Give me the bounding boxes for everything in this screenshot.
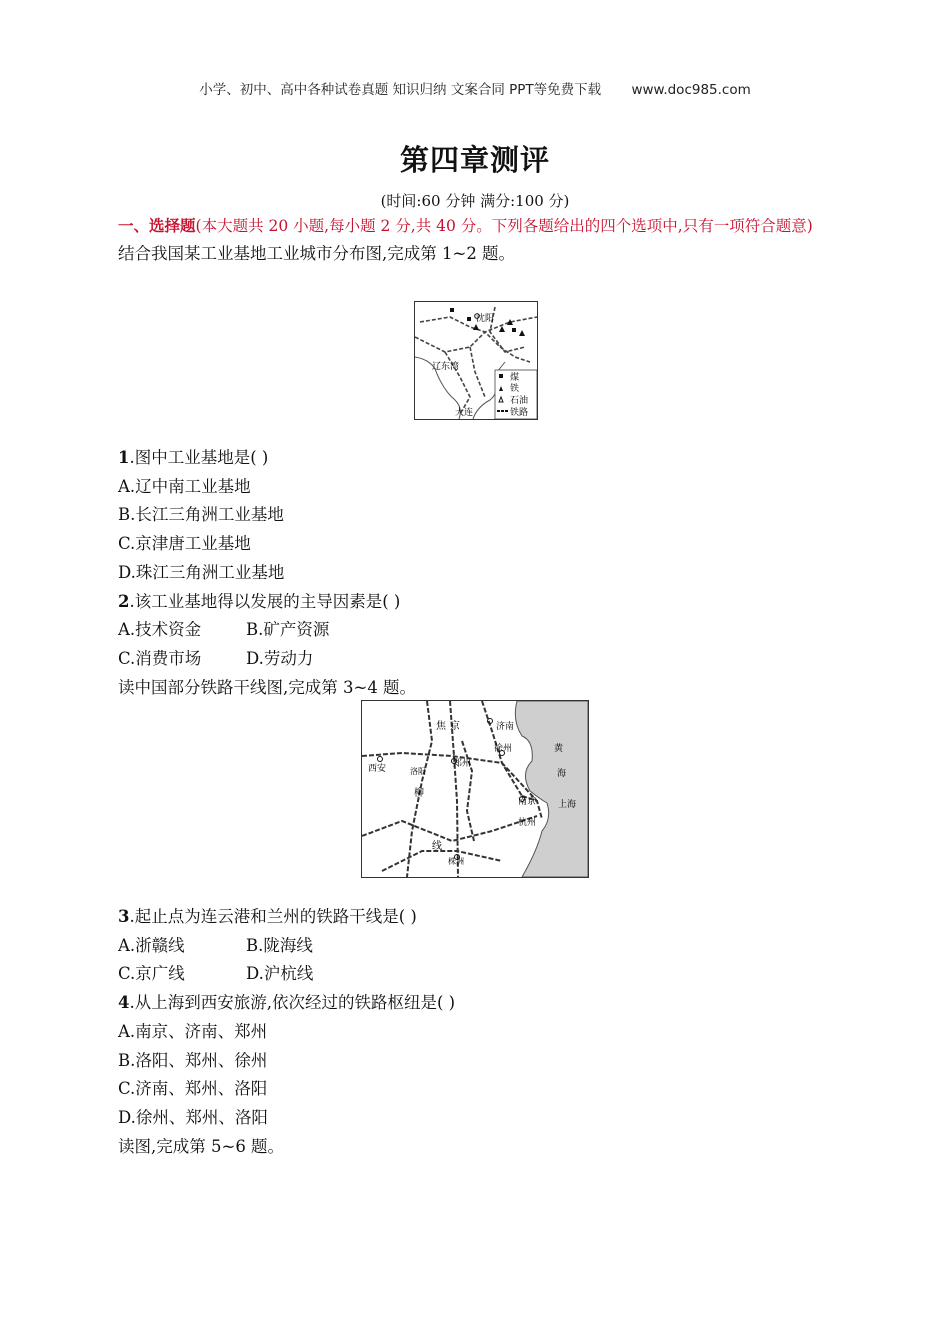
map2-label-xuzhou: 徐州	[494, 744, 513, 754]
map2-label-xian2: 线	[432, 841, 442, 852]
q4-option-d[interactable]: D.徐州、郑州、洛阳	[118, 1107, 268, 1127]
map1-legend-oil: 石油	[510, 396, 529, 406]
q1-stem: .图中工业基地是( )	[129, 448, 269, 467]
q2-option-b[interactable]: B.矿产资源	[246, 620, 330, 640]
q1-option-b[interactable]: B.长江三角洲工业基地	[118, 505, 284, 525]
map2-label-liu: 柳	[414, 788, 424, 799]
q2-options-row1	[118, 616, 838, 645]
time-line: (时间:60 分钟 满分:100 分)	[380, 192, 570, 210]
q3-stem: .起止点为连云港和兰州的铁路干线是( )	[129, 907, 417, 926]
map2-label-jing: 京	[450, 721, 460, 732]
page-title: 第四章测评	[399, 143, 550, 177]
q2-option-c[interactable]: C.消费市场	[118, 648, 202, 668]
q4-option-b[interactable]: B.洛阳、郑州、徐州	[118, 1050, 268, 1070]
q3-options-row2	[118, 960, 838, 989]
map2-label-nanjing: 南京	[518, 797, 537, 807]
q2-stem: .该工业基地得以发展的主导因素是( )	[129, 591, 401, 611]
q3-option-b[interactable]: B.陇海线	[246, 935, 313, 955]
q2-option-d[interactable]: D.劳动力	[246, 648, 314, 668]
map1-label-shenyang: 沈阳	[476, 314, 495, 324]
question-3	[118, 903, 838, 932]
map2-label-hangzhou: 杭州	[518, 818, 537, 828]
q3-options-row1	[118, 932, 838, 961]
q4-option-c[interactable]: C.济南、郑州、洛阳	[118, 1079, 268, 1099]
map2-label-hai: 海	[557, 769, 567, 779]
q1-2-block	[118, 444, 838, 702]
map1-legend-railway: 铁路	[510, 408, 529, 418]
q2-option-a[interactable]: A.技术资金	[118, 620, 202, 640]
industrial-base-map-svg	[415, 302, 537, 419]
map2-label-zhengzhou: 郑州	[453, 759, 472, 769]
intro-q1-2: 结合我国某工业基地工业城市分布图,完成第 1~2 题。	[118, 244, 516, 263]
map1-label-dalian: 大连	[455, 408, 474, 418]
map2-label-xian: 西安	[368, 764, 387, 774]
industrial-base-map	[414, 301, 538, 420]
intro-q3-4: 读中国部分铁路干线图,完成第 3~4 题。	[118, 677, 417, 697]
q2-options-row2	[118, 645, 838, 674]
q3-number: 3	[118, 907, 130, 926]
q3-4-block	[118, 903, 838, 1161]
map1-label-liaodong: 辽东湾	[432, 362, 460, 372]
q1-option-c[interactable]: C.京津唐工业基地	[118, 534, 251, 554]
section1-desc: (本大题共 20 小题,每小题 2 分,共 40 分。下列各题给出的四个选项中,只有一项符合题意)	[195, 217, 813, 235]
map2-label-shanghai: 上海	[558, 800, 577, 810]
section1-instructions	[118, 212, 838, 240]
map2-label-huang: 黄	[554, 744, 564, 754]
header-text: 小学、初中、高中各种试卷真题 知识归纳 文案合同 PPT等免费下载	[199, 82, 602, 98]
q1-option-d[interactable]: D.珠江三角洲工业基地	[118, 562, 285, 582]
header-site[interactable]: www.doc985.com	[631, 82, 751, 98]
section1-block	[118, 212, 838, 269]
railway-map	[361, 700, 589, 878]
q4-number: 4	[118, 993, 130, 1013]
intro-q5-6: 读图,完成第 5~6 题。	[118, 1136, 285, 1156]
q3-option-d[interactable]: D.沪杭线	[246, 964, 314, 984]
map1-legend-coal: 煤	[510, 373, 520, 383]
map2-label-jinan: 济南	[496, 722, 515, 732]
q3-option-c[interactable]: C.京广线	[118, 964, 185, 984]
q2-number: 2	[118, 591, 130, 611]
question-2	[118, 588, 838, 617]
q1-number: 1	[118, 448, 130, 467]
page-header	[0, 78, 950, 98]
map2-label-zhuzhou: 株洲	[448, 857, 464, 866]
railway-map-svg	[362, 701, 588, 877]
q1-option-a[interactable]: A.辽中南工业基地	[118, 476, 251, 496]
map2-label-luoyang: 洛阳	[410, 767, 426, 776]
q4-option-a[interactable]: A.南京、济南、郑州	[118, 1021, 268, 1041]
map2-label-jiao: 焦	[436, 721, 446, 732]
q3-option-a[interactable]: A.浙赣线	[118, 935, 185, 955]
question-1	[118, 444, 838, 473]
q4-stem: .从上海到西安旅游,依次经过的铁路枢纽是( )	[129, 993, 456, 1013]
question-4	[118, 989, 838, 1018]
section1-heading: 一、选择题	[118, 216, 196, 235]
map1-legend-iron: 铁	[510, 384, 520, 394]
